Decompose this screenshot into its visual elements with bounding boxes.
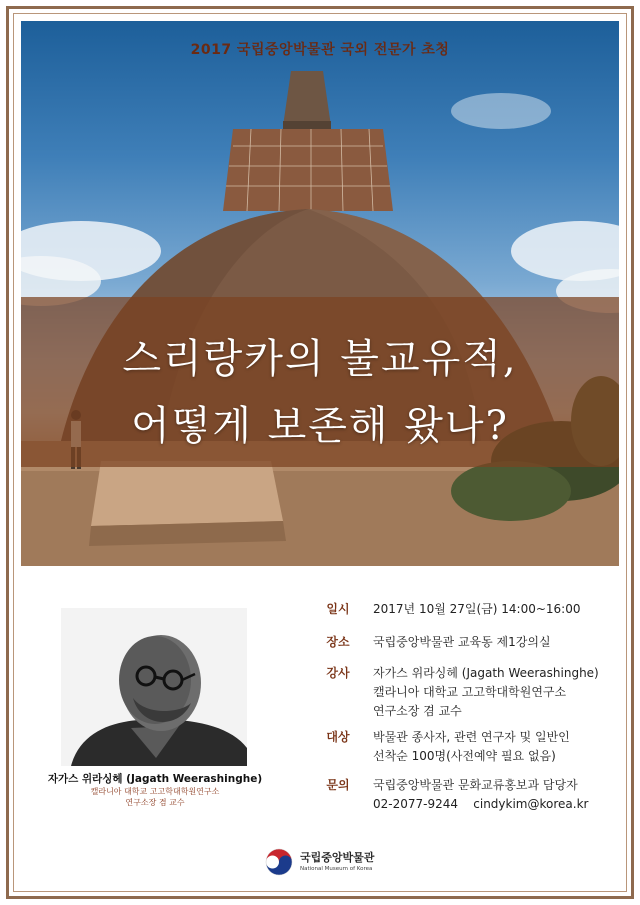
detail-line: 2017년 10월 27일(금) 14:00~16:00 bbox=[373, 602, 581, 616]
speaker-name: 자가스 위라싱헤 (Jagath Weerashinghe) bbox=[47, 773, 263, 785]
detail-line: 국립중앙박물관 교육동 제1강의실 bbox=[373, 635, 551, 649]
detail-line: 선착순 100명(사전예약 필요 없음) bbox=[373, 749, 556, 763]
logo-english-name: National Museum of Korea bbox=[300, 866, 373, 872]
museum-logo bbox=[265, 846, 395, 882]
logo-korean-name: 국립중앙박물관 bbox=[300, 851, 375, 864]
detail-line: 자가스 위라싱헤 (Jagath Weerashinghe) bbox=[373, 666, 599, 680]
detail-label: 강사 bbox=[326, 666, 350, 680]
speaker-position: 연구소장 겸 교수 bbox=[125, 798, 185, 807]
detail-label: 장소 bbox=[326, 635, 350, 649]
event-label: 2017 국립중앙박물관 국외 전문가 초청 bbox=[190, 42, 450, 58]
detail-label: 일시 bbox=[326, 602, 350, 616]
detail-line: 연구소장 겸 교수 bbox=[373, 704, 462, 718]
speaker-affiliation: 캘라니아 대학교 고고학대학원연구소 bbox=[90, 787, 220, 796]
detail-line: 캘라니아 대학교 고고학대학원연구소 bbox=[373, 685, 567, 699]
detail-label: 문의 bbox=[326, 778, 350, 792]
detail-value bbox=[373, 633, 623, 652]
detail-value bbox=[373, 664, 623, 721]
stupa-illustration bbox=[21, 21, 619, 566]
detail-line: 국립중앙박물관 문화교류홍보과 담당자 bbox=[373, 778, 578, 792]
detail-label: 대상 bbox=[326, 730, 350, 744]
contact-phone-email: 02-2077-9244 cindykim@korea.kr bbox=[373, 797, 589, 811]
taegeuk-icon bbox=[265, 848, 293, 876]
detail-value bbox=[373, 600, 623, 619]
detail-value bbox=[373, 776, 623, 814]
detail-line: 박물관 종사자, 관련 연구자 및 일반인 bbox=[373, 730, 570, 744]
hero-photo-stupa bbox=[21, 21, 619, 566]
detail-value bbox=[373, 728, 623, 766]
poster-title-line-2: 어떻게 보존해 왔나? bbox=[131, 403, 509, 449]
speaker-photo bbox=[61, 608, 247, 766]
poster-title-line-1: 스리랑카의 불교유적, bbox=[122, 336, 518, 382]
speaker-portrait bbox=[61, 608, 247, 766]
